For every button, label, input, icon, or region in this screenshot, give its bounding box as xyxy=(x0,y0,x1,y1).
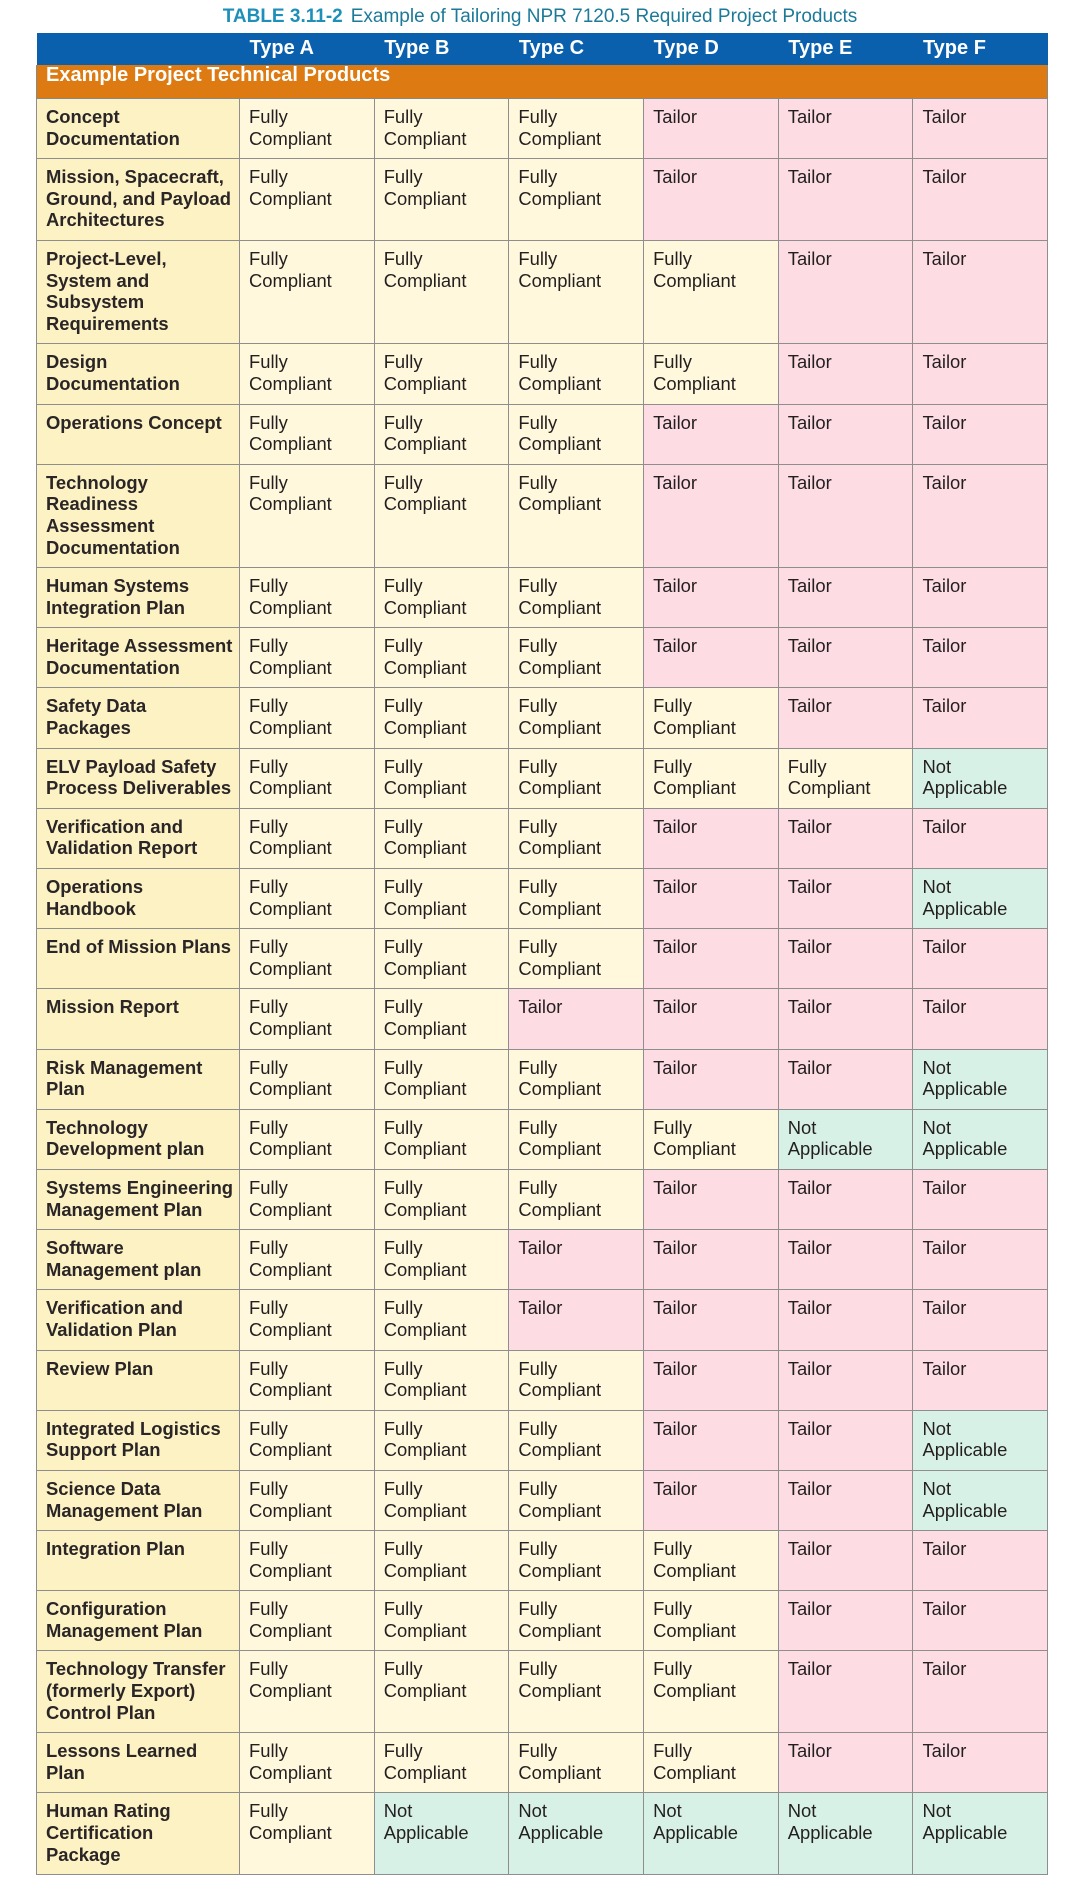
tailor-cell: Tailor xyxy=(913,1230,1048,1290)
table-body xyxy=(37,65,1048,1875)
fully-compliant-cell: Fully Compliant xyxy=(374,159,509,241)
tailor-cell: Tailor xyxy=(913,1733,1048,1793)
tailor-cell: Tailor xyxy=(778,99,913,159)
fully-compliant-cell: Fully Compliant xyxy=(374,1531,509,1591)
fully-compliant-cell: Fully Compliant xyxy=(240,99,375,159)
tailor-cell: Tailor xyxy=(509,989,644,1049)
table-row xyxy=(37,748,1048,808)
fully-compliant-cell: Fully Compliant xyxy=(240,869,375,929)
fully-compliant-cell: Fully Compliant xyxy=(374,240,509,343)
header-row xyxy=(37,33,1048,65)
fully-compliant-cell: Fully Compliant xyxy=(374,1290,509,1350)
product-name: Risk Management Plan xyxy=(37,1049,240,1109)
tailor-cell: Tailor xyxy=(913,1290,1048,1350)
table-row xyxy=(37,568,1048,628)
fully-compliant-cell: Fully Compliant xyxy=(374,1591,509,1651)
table-row xyxy=(37,1109,1048,1169)
table-caption xyxy=(0,6,1080,28)
table-row xyxy=(37,240,1048,343)
tailor-cell: Tailor xyxy=(644,628,779,688)
tailor-cell: Tailor xyxy=(778,568,913,628)
fully-compliant-cell: Fully Compliant xyxy=(240,688,375,748)
fully-compliant-cell: Fully Compliant xyxy=(240,404,375,464)
fully-compliant-cell: Fully Compliant xyxy=(374,464,509,567)
tailor-cell: Tailor xyxy=(644,989,779,1049)
product-name: Design Documentation xyxy=(37,344,240,404)
tailor-cell: Tailor xyxy=(778,869,913,929)
tailor-cell: Tailor xyxy=(644,1049,779,1109)
fully-compliant-cell: Fully Compliant xyxy=(509,808,644,868)
tailor-cell: Tailor xyxy=(778,240,913,343)
not-applicable-cell: Not Applicable xyxy=(913,869,1048,929)
tailor-cell: Tailor xyxy=(644,1169,779,1229)
table-row xyxy=(37,1410,1048,1470)
tailor-cell: Tailor xyxy=(913,99,1048,159)
product-name: Human Systems Integration Plan xyxy=(37,568,240,628)
tailor-cell: Tailor xyxy=(644,159,779,241)
tailor-cell: Tailor xyxy=(644,1290,779,1350)
fully-compliant-cell: Fully Compliant xyxy=(374,1350,509,1410)
table-row xyxy=(37,159,1048,241)
table-row xyxy=(37,869,1048,929)
not-applicable-cell: Not Applicable xyxy=(644,1793,779,1875)
product-name: Integrated Logistics Support Plan xyxy=(37,1410,240,1470)
tailor-cell: Tailor xyxy=(913,929,1048,989)
fully-compliant-cell: Fully Compliant xyxy=(374,808,509,868)
table-row xyxy=(37,1230,1048,1290)
fully-compliant-cell: Fully Compliant xyxy=(509,464,644,567)
fully-compliant-cell: Fully Compliant xyxy=(509,688,644,748)
product-name: ELV Payload Safety Process Deliverables xyxy=(37,748,240,808)
product-name: Heritage Assessment Documentation xyxy=(37,628,240,688)
product-name: Mission, Spacecraft, Ground, and Payload Architectures xyxy=(37,159,240,241)
table-row xyxy=(37,1290,1048,1350)
fully-compliant-cell: Fully Compliant xyxy=(374,1651,509,1733)
not-applicable-cell: Not Applicable xyxy=(913,1049,1048,1109)
tailor-cell: Tailor xyxy=(778,1531,913,1591)
fully-compliant-cell: Fully Compliant xyxy=(240,1410,375,1470)
product-name: Verification and Validation Report xyxy=(37,808,240,868)
fully-compliant-cell: Fully Compliant xyxy=(509,628,644,688)
fully-compliant-cell: Fully Compliant xyxy=(374,628,509,688)
fully-compliant-cell: Fully Compliant xyxy=(509,1350,644,1410)
tailor-cell: Tailor xyxy=(778,1049,913,1109)
fully-compliant-cell: Fully Compliant xyxy=(509,1169,644,1229)
product-name: Technology Readiness Assessment Documentation xyxy=(37,464,240,567)
tailor-cell: Tailor xyxy=(644,1410,779,1470)
fully-compliant-cell: Fully Compliant xyxy=(240,1591,375,1651)
fully-compliant-cell: Fully Compliant xyxy=(374,1410,509,1470)
tailor-cell: Tailor xyxy=(778,1169,913,1229)
fully-compliant-cell: Fully Compliant xyxy=(240,628,375,688)
tailor-cell: Tailor xyxy=(913,240,1048,343)
table-row xyxy=(37,1350,1048,1410)
fully-compliant-cell: Fully Compliant xyxy=(240,748,375,808)
product-name: End of Mission Plans xyxy=(37,929,240,989)
product-name: Operations Handbook xyxy=(37,869,240,929)
tailor-cell: Tailor xyxy=(778,1651,913,1733)
fully-compliant-cell: Fully Compliant xyxy=(374,568,509,628)
tailor-cell: Tailor xyxy=(644,568,779,628)
fully-compliant-cell: Fully Compliant xyxy=(644,344,779,404)
table-header xyxy=(37,33,1048,65)
table-row xyxy=(37,464,1048,567)
tailor-cell: Tailor xyxy=(778,929,913,989)
fully-compliant-cell: Fully Compliant xyxy=(240,1793,375,1875)
fully-compliant-cell: Fully Compliant xyxy=(240,159,375,241)
fully-compliant-cell: Fully Compliant xyxy=(240,1733,375,1793)
product-name: Verification and Validation Plan xyxy=(37,1290,240,1350)
header-type-f: Type F xyxy=(913,33,1048,65)
product-name: Integration Plan xyxy=(37,1531,240,1591)
tailor-cell: Tailor xyxy=(509,1230,644,1290)
tailor-cell: Tailor xyxy=(644,404,779,464)
fully-compliant-cell: Fully Compliant xyxy=(509,869,644,929)
tailoring-table xyxy=(36,33,1048,1875)
section-row xyxy=(37,65,1048,99)
fully-compliant-cell: Fully Compliant xyxy=(509,344,644,404)
fully-compliant-cell: Fully Compliant xyxy=(374,404,509,464)
tailor-cell: Tailor xyxy=(913,1169,1048,1229)
table-row xyxy=(37,989,1048,1049)
table-row xyxy=(37,1470,1048,1530)
product-name: Concept Documentation xyxy=(37,99,240,159)
product-name: Science Data Management Plan xyxy=(37,1470,240,1530)
fully-compliant-cell: Fully Compliant xyxy=(644,1591,779,1651)
fully-compliant-cell: Fully Compliant xyxy=(240,240,375,343)
product-name: Human Rating Certification Package xyxy=(37,1793,240,1875)
not-applicable-cell: Not Applicable xyxy=(913,1109,1048,1169)
fully-compliant-cell: Fully Compliant xyxy=(240,464,375,567)
not-applicable-cell: Not Applicable xyxy=(778,1109,913,1169)
tailor-cell: Tailor xyxy=(644,869,779,929)
fully-compliant-cell: Fully Compliant xyxy=(509,1470,644,1530)
fully-compliant-cell: Fully Compliant xyxy=(240,1290,375,1350)
tailor-cell: Tailor xyxy=(913,344,1048,404)
tailor-cell: Tailor xyxy=(778,344,913,404)
fully-compliant-cell: Fully Compliant xyxy=(240,808,375,868)
not-applicable-cell: Not Applicable xyxy=(509,1793,644,1875)
table-row xyxy=(37,1651,1048,1733)
tailor-cell: Tailor xyxy=(778,159,913,241)
fully-compliant-cell: Fully Compliant xyxy=(374,929,509,989)
fully-compliant-cell: Fully Compliant xyxy=(509,929,644,989)
fully-compliant-cell: Fully Compliant xyxy=(778,748,913,808)
tailor-cell: Tailor xyxy=(778,628,913,688)
fully-compliant-cell: Fully Compliant xyxy=(240,1651,375,1733)
table-row xyxy=(37,1531,1048,1591)
tailor-cell: Tailor xyxy=(778,1733,913,1793)
fully-compliant-cell: Fully Compliant xyxy=(509,1591,644,1651)
not-applicable-cell: Not Applicable xyxy=(913,1470,1048,1530)
product-name: Operations Concept xyxy=(37,404,240,464)
fully-compliant-cell: Fully Compliant xyxy=(509,1109,644,1169)
fully-compliant-cell: Fully Compliant xyxy=(644,748,779,808)
fully-compliant-cell: Fully Compliant xyxy=(240,1230,375,1290)
fully-compliant-cell: Fully Compliant xyxy=(509,240,644,343)
product-name: Systems Engineering Management Plan xyxy=(37,1169,240,1229)
table-row xyxy=(37,688,1048,748)
tailor-cell: Tailor xyxy=(913,1591,1048,1651)
tailor-cell: Tailor xyxy=(778,404,913,464)
fully-compliant-cell: Fully Compliant xyxy=(509,159,644,241)
fully-compliant-cell: Fully Compliant xyxy=(374,869,509,929)
fully-compliant-cell: Fully Compliant xyxy=(374,688,509,748)
tailor-cell: Tailor xyxy=(913,464,1048,567)
fully-compliant-cell: Fully Compliant xyxy=(240,1531,375,1591)
not-applicable-cell: Not Applicable xyxy=(778,1793,913,1875)
fully-compliant-cell: Fully Compliant xyxy=(374,99,509,159)
fully-compliant-cell: Fully Compliant xyxy=(374,1470,509,1530)
fully-compliant-cell: Fully Compliant xyxy=(240,344,375,404)
tailor-cell: Tailor xyxy=(644,99,779,159)
tailor-cell: Tailor xyxy=(913,688,1048,748)
not-applicable-cell: Not Applicable xyxy=(913,748,1048,808)
table-row xyxy=(37,404,1048,464)
table-row xyxy=(37,628,1048,688)
tailor-cell: Tailor xyxy=(913,808,1048,868)
fully-compliant-cell: Fully Compliant xyxy=(509,568,644,628)
table-row xyxy=(37,344,1048,404)
fully-compliant-cell: Fully Compliant xyxy=(240,568,375,628)
header-type-b: Type B xyxy=(374,33,509,65)
fully-compliant-cell: Fully Compliant xyxy=(509,1733,644,1793)
fully-compliant-cell: Fully Compliant xyxy=(644,1733,779,1793)
product-name: Technology Transfer (formerly Export) Control Plan xyxy=(37,1651,240,1733)
table-row xyxy=(37,99,1048,159)
product-name: Software Management plan xyxy=(37,1230,240,1290)
fully-compliant-cell: Fully Compliant xyxy=(240,1350,375,1410)
fully-compliant-cell: Fully Compliant xyxy=(240,1109,375,1169)
tailor-cell: Tailor xyxy=(778,808,913,868)
tailor-cell: Tailor xyxy=(913,159,1048,241)
tailor-cell: Tailor xyxy=(778,1591,913,1651)
table-row xyxy=(37,1049,1048,1109)
table-row xyxy=(37,1733,1048,1793)
fully-compliant-cell: Fully Compliant xyxy=(374,748,509,808)
tailor-cell: Tailor xyxy=(778,688,913,748)
tailor-cell: Tailor xyxy=(778,464,913,567)
fully-compliant-cell: Fully Compliant xyxy=(240,1169,375,1229)
fully-compliant-cell: Fully Compliant xyxy=(374,344,509,404)
header-blank xyxy=(37,33,240,65)
tailor-cell: Tailor xyxy=(778,1470,913,1530)
fully-compliant-cell: Fully Compliant xyxy=(374,1733,509,1793)
tailor-cell: Tailor xyxy=(644,808,779,868)
tailor-cell: Tailor xyxy=(644,1470,779,1530)
header-type-e: Type E xyxy=(778,33,913,65)
table-row xyxy=(37,1591,1048,1651)
product-name: Lessons Learned Plan xyxy=(37,1733,240,1793)
header-type-c: Type C xyxy=(509,33,644,65)
table-row xyxy=(37,929,1048,989)
fully-compliant-cell: Fully Compliant xyxy=(509,1410,644,1470)
fully-compliant-cell: Fully Compliant xyxy=(240,989,375,1049)
fully-compliant-cell: Fully Compliant xyxy=(374,989,509,1049)
fully-compliant-cell: Fully Compliant xyxy=(374,1169,509,1229)
table-number: TABLE 3.11-2 xyxy=(222,6,343,27)
fully-compliant-cell: Fully Compliant xyxy=(644,688,779,748)
fully-compliant-cell: Fully Compliant xyxy=(374,1049,509,1109)
product-name: Safety Data Packages xyxy=(37,688,240,748)
fully-compliant-cell: Fully Compliant xyxy=(240,929,375,989)
tailor-cell: Tailor xyxy=(913,628,1048,688)
fully-compliant-cell: Fully Compliant xyxy=(374,1109,509,1169)
tailor-cell: Tailor xyxy=(509,1290,644,1350)
tailor-cell: Tailor xyxy=(778,989,913,1049)
not-applicable-cell: Not Applicable xyxy=(374,1793,509,1875)
product-name: Mission Report xyxy=(37,989,240,1049)
tailor-cell: Tailor xyxy=(644,1230,779,1290)
tailor-cell: Tailor xyxy=(778,1290,913,1350)
tailor-cell: Tailor xyxy=(913,1651,1048,1733)
tailor-cell: Tailor xyxy=(644,929,779,989)
fully-compliant-cell: Fully Compliant xyxy=(509,1049,644,1109)
fully-compliant-cell: Fully Compliant xyxy=(240,1470,375,1530)
fully-compliant-cell: Fully Compliant xyxy=(509,748,644,808)
table-row xyxy=(37,1793,1048,1875)
fully-compliant-cell: Fully Compliant xyxy=(240,1049,375,1109)
table-row xyxy=(37,808,1048,868)
tailor-cell: Tailor xyxy=(644,1350,779,1410)
product-name: Project-Level, System and Subsystem Requirements xyxy=(37,240,240,343)
fully-compliant-cell: Fully Compliant xyxy=(509,1531,644,1591)
not-applicable-cell: Not Applicable xyxy=(913,1410,1048,1470)
tailor-cell: Tailor xyxy=(913,1531,1048,1591)
tailor-cell: Tailor xyxy=(778,1410,913,1470)
product-name: Configuration Management Plan xyxy=(37,1591,240,1651)
fully-compliant-cell: Fully Compliant xyxy=(374,1230,509,1290)
fully-compliant-cell: Fully Compliant xyxy=(644,1109,779,1169)
tailor-cell: Tailor xyxy=(913,404,1048,464)
tailor-cell: Tailor xyxy=(778,1350,913,1410)
tailor-cell: Tailor xyxy=(644,464,779,567)
tailor-cell: Tailor xyxy=(913,568,1048,628)
header-type-a: Type A xyxy=(240,33,375,65)
fully-compliant-cell: Fully Compliant xyxy=(509,404,644,464)
product-name: Technology Development plan xyxy=(37,1109,240,1169)
product-name: Review Plan xyxy=(37,1350,240,1410)
table-title: Example of Tailoring NPR 7120.5 Required Project Products xyxy=(350,6,858,27)
fully-compliant-cell: Fully Compliant xyxy=(644,1531,779,1591)
tailor-cell: Tailor xyxy=(778,1230,913,1290)
fully-compliant-cell: Fully Compliant xyxy=(509,99,644,159)
tailor-cell: Tailor xyxy=(913,989,1048,1049)
fully-compliant-cell: Fully Compliant xyxy=(644,1651,779,1733)
fully-compliant-cell: Fully Compliant xyxy=(509,1651,644,1733)
not-applicable-cell: Not Applicable xyxy=(913,1793,1048,1875)
tailor-cell: Tailor xyxy=(913,1350,1048,1410)
table-row xyxy=(37,1169,1048,1229)
fully-compliant-cell: Fully Compliant xyxy=(644,240,779,343)
section-title: Example Project Technical Products xyxy=(37,65,1048,99)
header-type-d: Type D xyxy=(644,33,779,65)
